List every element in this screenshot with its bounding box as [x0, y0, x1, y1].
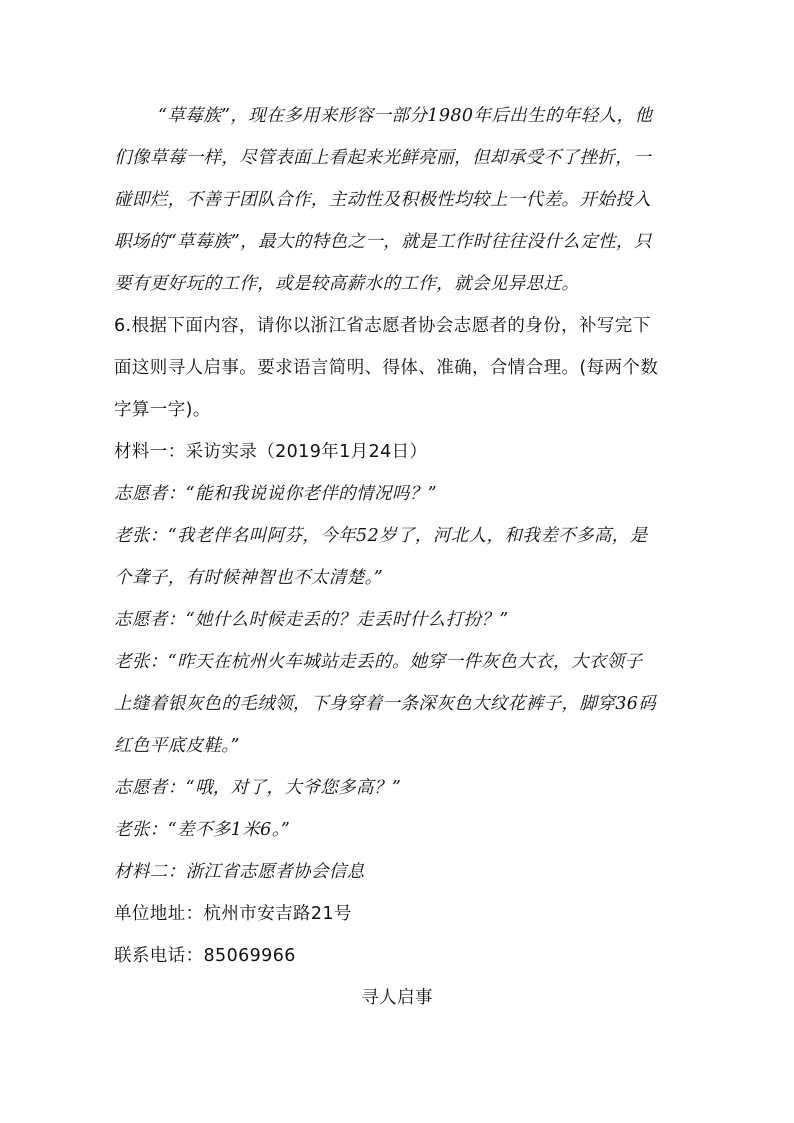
dialogue-line-4: 志愿者：“她什么时候走丢的？走丢时什么打扮？” [114, 610, 509, 630]
passage-line-1: “草莓族”，现在多用来形容一部分1980年后出生的年轻人，他 [158, 106, 653, 126]
dialogue-line-2: 老张：“我老伴名叫阿芬，今年52岁了，河北人，和我差不多高，是 [114, 526, 648, 546]
material2-address: 单位地址：杭州市安吉路21号 [114, 904, 352, 924]
question-line-3: 字算一字)。 [114, 400, 211, 420]
passage-line-5: 要有更好玩的工作，或是较高薪水的工作，就会见异思迁。 [114, 274, 580, 294]
notice-title: 寻人启事 [361, 988, 433, 1008]
question-line-2: 面这则寻人启事。要求语言简明、得体、准确，合情合理。(每两个数 [114, 358, 659, 378]
material1-heading: 材料一：采访实录（2019年1月24日） [114, 442, 428, 462]
dialogue-line-6: 上缝着银灰色的毛绒领，下身穿着一条深灰色大纹花裤子，脚穿36码 [114, 694, 657, 714]
passage-line-4: 职场的“草莓族”，最大的特色之一，就是工作时往往没什么定性，只 [114, 232, 652, 252]
dialogue-line-1: 志愿者：“能和我说说你老伴的情况吗？” [114, 484, 437, 504]
dialogue-line-7: 红色平底皮鞋。” [114, 736, 240, 756]
passage-line-2: 们像草莓一样，尽管表面上看起来光鲜亮丽，但却承受不了挫折，一 [114, 148, 651, 168]
question-line-1: 6.根据下面内容，请你以浙江省志愿者协会志愿者的身份，补写完下 [114, 316, 651, 336]
material2-phone: 联系电话：85069966 [114, 946, 296, 966]
material2-heading: 材料二：浙江省志愿者协会信息 [114, 862, 365, 882]
dialogue-line-3: 个聋子，有时候神智也不太清楚。” [114, 568, 384, 588]
passage-line-3: 碰即烂，不善于团队合作，主动性及积极性均较上一代差。开始投入 [114, 190, 651, 210]
dialogue-line-9: 老张：“差不多1米6。” [114, 820, 291, 840]
dialogue-line-5: 老张：“昨天在杭州火车城站走丢的。她穿一件灰色大衣，大衣领子 [114, 652, 643, 672]
dialogue-line-8: 志愿者：“哦，对了，大爷您多高？” [114, 778, 402, 798]
